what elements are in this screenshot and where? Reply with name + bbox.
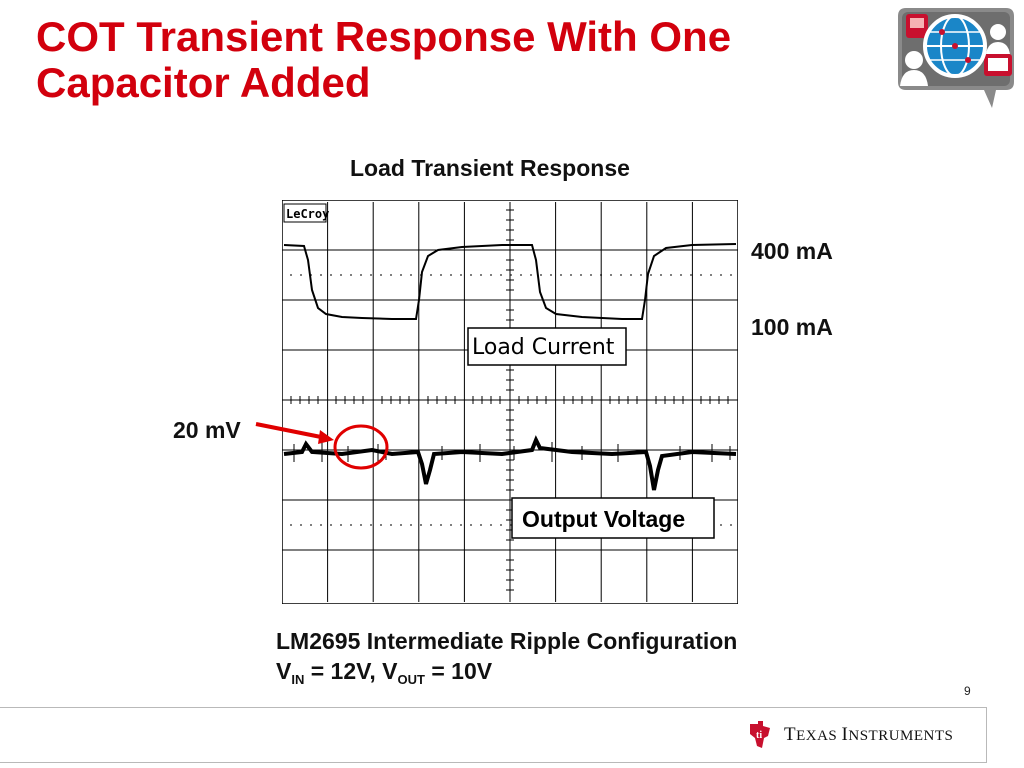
arrow-icon xyxy=(250,416,340,446)
svg-text:ti: ti xyxy=(756,730,763,741)
texas-instruments-logo-icon xyxy=(744,718,776,750)
label-100ma: 100 mA xyxy=(751,314,833,340)
oscilloscope-capture xyxy=(282,200,738,604)
caption xyxy=(276,626,737,695)
label-400ma: 400 mA xyxy=(751,238,833,264)
output-voltage-label: Output Voltage xyxy=(522,506,686,532)
globe-network-logo-icon xyxy=(888,2,1022,112)
scope-brand-label: LeCroy xyxy=(286,207,330,221)
chart-title: Load Transient Response xyxy=(350,155,630,181)
slide-title-line2: Capacitor Added xyxy=(36,59,371,106)
load-current-label: Load Current xyxy=(472,335,615,360)
slide-title-line1: COT Transient Response With One xyxy=(36,13,732,60)
slide-title xyxy=(36,14,836,106)
page-number: 9 xyxy=(964,684,971,698)
footer-brand-text: TEXAS INSTRUMENTS xyxy=(784,724,954,745)
label-20mv: 20 mV xyxy=(173,417,241,443)
caption-line1: LM2695 Intermediate Ripple Configuration xyxy=(276,628,738,654)
caption-line2: $V_{IN} = 12V$, $V_{OUT} = 10V$ xyxy=(276,658,493,687)
